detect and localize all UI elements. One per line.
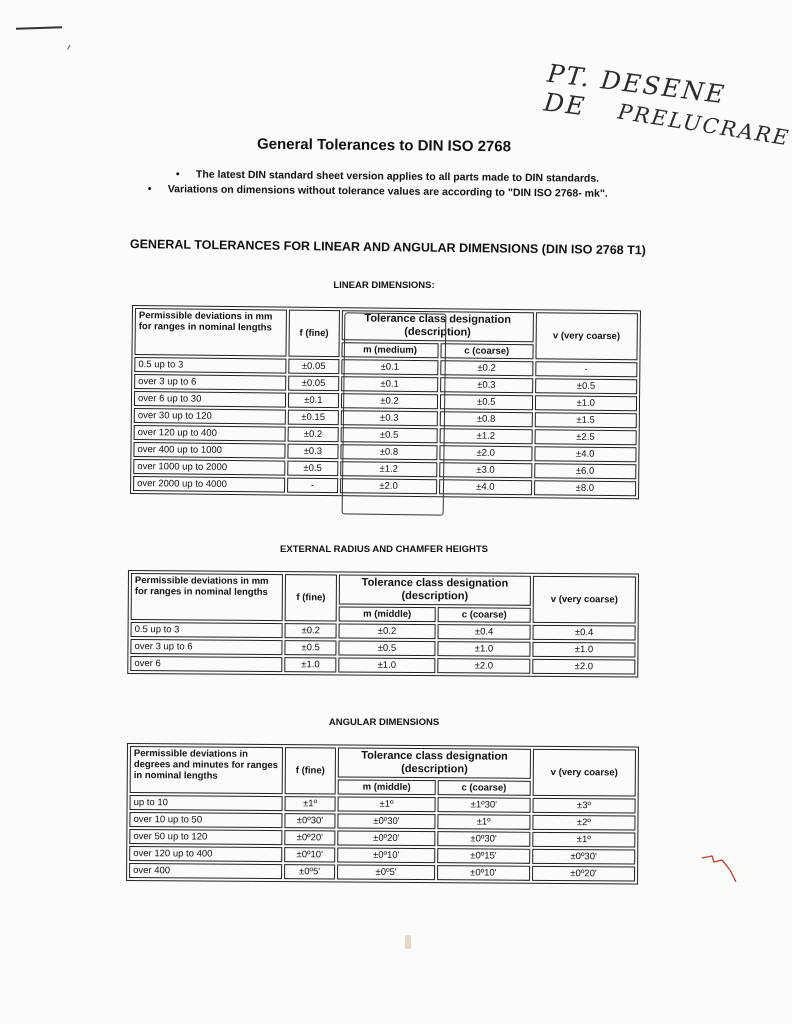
table-cell: ±1.2 bbox=[439, 428, 532, 444]
table-cell: ±0º30' bbox=[437, 831, 530, 847]
table-cell: ±1º bbox=[532, 832, 635, 848]
table-cell: ±0.2 bbox=[287, 427, 339, 443]
handwritten-note-line1: PT. DESENE DE bbox=[542, 58, 728, 122]
header-tolerance-class: Tolerance class designation (description) bbox=[342, 310, 534, 342]
table-cell: over 30 up to 120 bbox=[134, 408, 286, 425]
table-cell: ±1.0 bbox=[285, 657, 337, 672]
table-cell: over 120 up to 400 bbox=[129, 846, 282, 862]
paper-smudge bbox=[405, 935, 411, 949]
table-cell: ±0.2 bbox=[341, 393, 438, 409]
header-very-coarse: v (very coarse) bbox=[533, 749, 636, 797]
table-cell: ±1º bbox=[437, 814, 530, 830]
header-medium: m (middle) bbox=[338, 779, 435, 795]
table-cell: ±2.0 bbox=[439, 445, 532, 461]
table-cell: ±2º bbox=[532, 815, 635, 831]
table-cell: - bbox=[287, 478, 339, 494]
table-cell: over 6 bbox=[130, 656, 282, 672]
table-cell: ±8.0 bbox=[534, 480, 637, 496]
table-cell: ±0.1 bbox=[341, 376, 438, 392]
bullet-list bbox=[148, 168, 608, 203]
scan-mark bbox=[67, 45, 75, 52]
radius-chamfer-table bbox=[127, 570, 639, 678]
table-cell: 0.5 up to 3 bbox=[131, 622, 283, 638]
table-cell: ±0.3 bbox=[341, 410, 438, 426]
header-tolerance-class: Tolerance class designation (description) bbox=[339, 574, 531, 605]
section-title: GENERAL TOLERANCES FOR LINEAR AND ANGULAR DIMENSIONS (DIN ISO 2768 T1) bbox=[129, 237, 646, 258]
header-medium: m (medium) bbox=[342, 342, 439, 358]
table-cell: ±0.1 bbox=[341, 359, 438, 375]
table-row bbox=[129, 829, 635, 848]
table-cell: ±0.05 bbox=[288, 359, 340, 375]
table-cell: ±6.0 bbox=[534, 463, 637, 479]
table-cell: over 50 up to 120 bbox=[129, 829, 282, 845]
table-cell: 0.5 up to 3 bbox=[134, 357, 286, 374]
table-cell: ±0.3 bbox=[440, 377, 533, 393]
header-fine: f (fine) bbox=[288, 310, 340, 358]
linear-caption: LINEAR DIMENSIONS: bbox=[333, 280, 435, 291]
table-cell: ±0.8 bbox=[440, 411, 533, 427]
table-cell: over 400 up to 1000 bbox=[133, 442, 285, 459]
table-cell: over 3 up to 6 bbox=[130, 639, 282, 655]
table-cell: ±0.2 bbox=[338, 623, 435, 639]
table-cell: ±0º30' bbox=[532, 849, 635, 865]
table-cell: over 120 up to 400 bbox=[134, 425, 286, 442]
table-row bbox=[129, 812, 635, 831]
table-cell: ±0.2 bbox=[440, 360, 533, 376]
table-cell: ±0.5 bbox=[535, 378, 638, 394]
table-cell: ±1º bbox=[284, 796, 336, 811]
table-cell: ±0.2 bbox=[285, 623, 337, 638]
table-cell: over 10 up to 50 bbox=[129, 812, 282, 828]
table-cell: ±0º10' bbox=[437, 865, 530, 881]
hand-drawn-box bbox=[342, 312, 447, 515]
angular-caption: ANGULAR DIMENSIONS bbox=[328, 717, 440, 728]
table-cell: over 6 up to 30 bbox=[134, 391, 286, 408]
table-row bbox=[129, 846, 635, 865]
table-cell: up to 10 bbox=[130, 795, 283, 811]
table-row bbox=[130, 639, 635, 658]
scan-mark bbox=[16, 26, 62, 30]
table-cell: ±2.0 bbox=[340, 478, 437, 494]
table-cell: over 2000 up to 4000 bbox=[133, 476, 285, 493]
table-cell: over 1000 up to 2000 bbox=[133, 459, 285, 476]
table-cell: ±0º15' bbox=[437, 848, 530, 864]
table-cell: ±4.0 bbox=[534, 446, 637, 462]
table-cell: ±3º bbox=[532, 798, 635, 814]
header-range: Permissible deviations in mm for ranges in nominal lengths bbox=[131, 573, 284, 621]
table-row bbox=[130, 795, 636, 814]
table-cell: ±0.5 bbox=[287, 461, 339, 477]
document-title: General Tolerances to DIN ISO 2768 bbox=[256, 135, 512, 156]
table-cell: ±0º10' bbox=[338, 847, 435, 863]
header-very-coarse: v (very coarse) bbox=[533, 576, 636, 624]
table-header-row bbox=[130, 746, 636, 780]
table-cell: ±0.5 bbox=[341, 427, 438, 443]
table-cell: ±2.0 bbox=[532, 659, 635, 675]
table-cell: ±1.0 bbox=[535, 395, 638, 411]
table-cell: ±1.2 bbox=[340, 461, 437, 477]
bullet-item: • The latest DIN standard sheet version applies to all parts made to DIN standards. bbox=[175, 168, 600, 185]
table-cell: ±0.3 bbox=[287, 444, 339, 460]
table-cell: ±0º5' bbox=[337, 864, 434, 880]
table-row bbox=[130, 656, 635, 675]
table-cell: ±0.5 bbox=[440, 394, 533, 410]
header-range: Permissible deviations in degrees and minutes for ranges in nominal lengths bbox=[130, 746, 283, 794]
table-cell: ±0.15 bbox=[287, 410, 339, 426]
table-cell: ±0.1 bbox=[288, 393, 340, 409]
red-pen-mark bbox=[700, 846, 740, 886]
table-header-row bbox=[131, 573, 636, 607]
header-very-coarse: v (very coarse) bbox=[535, 312, 638, 360]
header-tolerance-class: Tolerance class designation (description) bbox=[338, 747, 531, 778]
table-cell: ±0º20' bbox=[532, 866, 635, 882]
bullet-item: • Variations on dimensions without tolerance values are according to "DIN ISO 2768- mk". bbox=[147, 182, 608, 200]
table-row bbox=[129, 863, 635, 882]
table-cell: ±2.5 bbox=[534, 429, 637, 445]
table-cell: - bbox=[535, 361, 638, 377]
table-cell: ±1.5 bbox=[534, 412, 637, 428]
handwritten-note-line2: PRELUCRARE bbox=[616, 99, 792, 151]
table-cell: ±0º30' bbox=[338, 813, 435, 829]
table-cell: ±0º20' bbox=[338, 830, 435, 846]
table-cell: ±1.0 bbox=[437, 641, 530, 657]
header-medium: m (middle) bbox=[339, 606, 436, 622]
table-cell: ±0.4 bbox=[438, 624, 531, 640]
radius-caption: EXTERNAL RADIUS AND CHAMFER HEIGHTS bbox=[280, 544, 488, 555]
header-range: Permissible deviations in mm for ranges in nominal lengths bbox=[134, 308, 286, 357]
table-cell: ±0º10' bbox=[284, 847, 336, 862]
table-cell: over 400 bbox=[129, 863, 282, 879]
header-fine: f (fine) bbox=[285, 574, 337, 621]
table-row bbox=[131, 622, 636, 641]
table-cell: ±0.5 bbox=[285, 640, 337, 655]
table-cell: ±0.8 bbox=[340, 444, 437, 460]
table-cell: ±3.0 bbox=[439, 462, 532, 478]
table-cell: ±1.0 bbox=[338, 657, 435, 673]
table-cell: ±0º20' bbox=[284, 830, 336, 845]
table-cell: ±4.0 bbox=[439, 479, 532, 495]
table-cell: ±1º bbox=[338, 796, 435, 812]
table-cell: ±1.0 bbox=[532, 642, 635, 658]
table-cell: ±0.5 bbox=[338, 640, 435, 656]
table-cell: ±0º5' bbox=[284, 864, 336, 879]
header-coarse: c (coarse) bbox=[437, 780, 530, 796]
table-cell: ±1º30' bbox=[437, 797, 530, 813]
table-cell: ±0.05 bbox=[288, 376, 340, 392]
table-cell: ±2.0 bbox=[437, 658, 530, 674]
angular-dimensions-table bbox=[126, 743, 639, 885]
header-coarse: c (coarse) bbox=[440, 343, 533, 359]
header-coarse: c (coarse) bbox=[438, 607, 531, 623]
table-cell: ±0.4 bbox=[533, 625, 636, 641]
table-cell: over 3 up to 6 bbox=[134, 374, 286, 391]
header-fine: f (fine) bbox=[284, 747, 336, 794]
table-cell: ±0º30' bbox=[284, 813, 336, 828]
